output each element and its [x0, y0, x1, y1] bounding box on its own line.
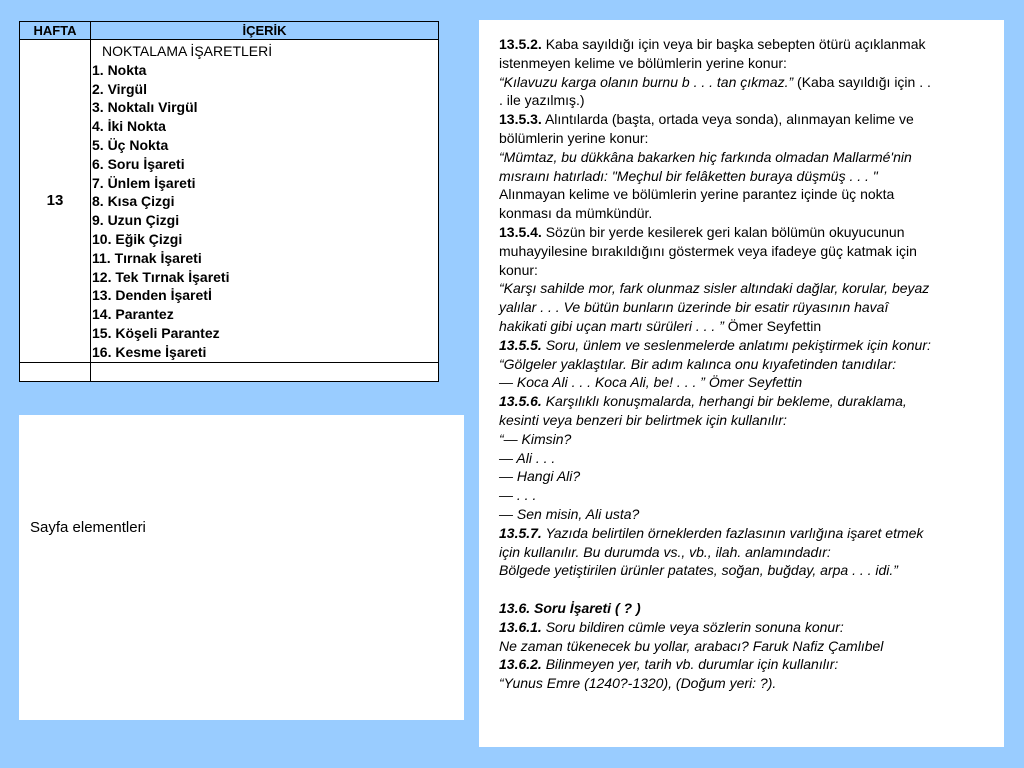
content-table: [19, 21, 439, 382]
list-item: 14. Parantez: [92, 306, 174, 323]
section-number: 13.5.6.: [499, 393, 542, 410]
content-title: NOKTALAMA İŞARETLERİ: [102, 43, 273, 59]
section-number: 13.5.4.: [499, 223, 542, 240]
example-text: — Koca Ali . . . Koca Ali, be! . . . ” Ömer Seyfettin: [499, 374, 803, 391]
example-text: — Ali . . .: [499, 449, 556, 466]
page-elements-label: Sayfa elementleri: [30, 519, 146, 536]
example-text: Bölgede yetiştirilen ürünler patates, soğan, buğday, arpa . . . idi.”: [499, 562, 898, 579]
empty-cell: [91, 362, 439, 381]
text-line: kesinti veya benzeri bir belirtmek için kullanılır:: [499, 411, 787, 428]
example-text: hakikati gibi uçan martı sürüleri . . . ”: [499, 317, 724, 334]
list-item: 10. Eğik Çizgi: [92, 230, 183, 247]
list-item: 2. Virgül: [92, 80, 147, 97]
section-number: 13.5.7.: [499, 524, 542, 541]
example-text: — . . .: [499, 487, 537, 504]
text-line: konur:: [499, 261, 538, 278]
section-number: 13.5.5.: [499, 336, 542, 353]
example-text: “Kılavuzu karga olanın burnu b . . . tan çıkmaz.”: [499, 73, 794, 90]
empty-cell: [20, 362, 91, 381]
text-line: Ömer Seyfettin: [723, 317, 822, 334]
item-list: [92, 61, 438, 362]
example-text: “Karşı sahilde mor, fark olunmaz sisler altındaki dağlar, korular, beyaz: [499, 280, 930, 297]
text-line: bölümlerin yerine konur:: [499, 129, 649, 146]
example-text: “Mümtaz, bu dükkâna bakarken hiç farkında olmadan Mallarmé'nin: [499, 148, 912, 165]
list-item: 9. Uzun Çizgi: [92, 212, 180, 229]
header-icerik: İÇERİK: [91, 22, 439, 40]
text-line: . ile yazılmış.): [499, 92, 585, 109]
section-number: 13.5.2.: [499, 36, 542, 52]
list-item: 6. Soru İşareti: [92, 155, 185, 172]
spacer: [499, 580, 991, 599]
list-item: 5. Üç Nokta: [92, 136, 169, 153]
list-item: 12. Tek Tırnak İşareti: [92, 268, 230, 285]
text-line: Alınmayan kelime ve bölümlerin yerine parantez içinde üç nokta: [499, 186, 895, 203]
text-line: Bilinmeyen yer, tarih vb. durumlar için kullanılır:: [541, 656, 839, 673]
header-hafta: HAFTA: [20, 22, 91, 40]
section-number: 13.6.1.: [499, 618, 542, 635]
text-line: Yazıda belirtilen örneklerden fazlasının varlığına işaret etmek: [541, 524, 924, 541]
text-line: Kaba sayıldığı için veya bir başka sebepten ötürü açıklanmak: [541, 36, 926, 52]
table-header-row: [20, 22, 439, 40]
section-number: 13.6.2.: [499, 656, 542, 673]
empty-row: [20, 362, 439, 381]
example-text: yalılar . . . Ve bütün bunların üzerinde bir esatir rüyasının havaî: [499, 299, 889, 316]
text-line: (Kaba sayıldığı için . .: [793, 73, 931, 90]
text-body: [499, 35, 991, 693]
example-text: “Yunus Emre (1240?-1320), (Doğum yeri: ?).: [499, 675, 777, 692]
text-line: konması da mümkündür.: [499, 205, 653, 222]
text-line: Alıntılarda (başta, ortada veya sonda), alınmayan kelime ve: [541, 111, 914, 128]
week-number: 13: [20, 40, 91, 363]
list-item: 8. Kısa Çizgi: [92, 193, 175, 210]
list-item: 4. İki Nokta: [92, 118, 166, 135]
text-line: için kullanılır. Bu durumda vs., vb., ilah. anlamındadır:: [499, 543, 831, 560]
text-line: muhayyilesine bırakıldığını göstermek veya ifadeye güç katmak için: [499, 242, 917, 259]
list-item: 11. Tırnak İşareti: [92, 249, 202, 266]
example-text: “Gölgeler yaklaştılar. Bir adım kalınca onu kıyafetinden tanıdılar:: [499, 355, 897, 372]
text-line: Soru bildiren cümle veya sözlerin sonuna konur:: [541, 618, 844, 635]
example-text: — Hangi Ali?: [499, 468, 581, 485]
content-cell: [91, 40, 439, 363]
list-item: 15. Köşeli Parantez: [92, 324, 220, 341]
section-title: 13.6. Soru İşareti ( ? ): [499, 599, 641, 616]
example-text: — Sen misin, Ali usta?: [499, 505, 640, 522]
list-item: 13. Denden İşaretİ: [92, 287, 212, 304]
text-line: Soru, ünlem ve seslenmelerde anlatımı pekiştirmek için konur:: [541, 336, 931, 353]
section-number: 13.5.3.: [499, 111, 542, 128]
example-text: Ne zaman tükenecek bu yollar, arabacı? Faruk Nafiz Çamlıbel: [499, 637, 884, 654]
text-panel: [479, 20, 1004, 747]
text-line: Karşılıklı konuşmalarda, herhangi bir bekleme, duraklama,: [541, 393, 907, 410]
text-line: Sözün bir yerde kesilerek geri kalan bölümün okuyucunun: [541, 223, 905, 240]
list-item: 1. Nokta: [92, 61, 147, 78]
list-item: 16. Kesme İşareti: [92, 343, 207, 360]
example-text: mısraını hatırladı: "Meçhul bir felâketten buraya düşmüş . . . ": [499, 167, 878, 184]
example-text: “— Kimsin?: [499, 430, 572, 447]
table-row: [20, 40, 439, 363]
text-line: istenmeyen kelime ve bölümlerin yerine konur:: [499, 54, 787, 71]
page-elements-box: [19, 415, 464, 720]
list-item: 7. Ünlem İşareti: [92, 174, 196, 191]
list-item: 3. Noktalı Virgül: [92, 99, 198, 116]
